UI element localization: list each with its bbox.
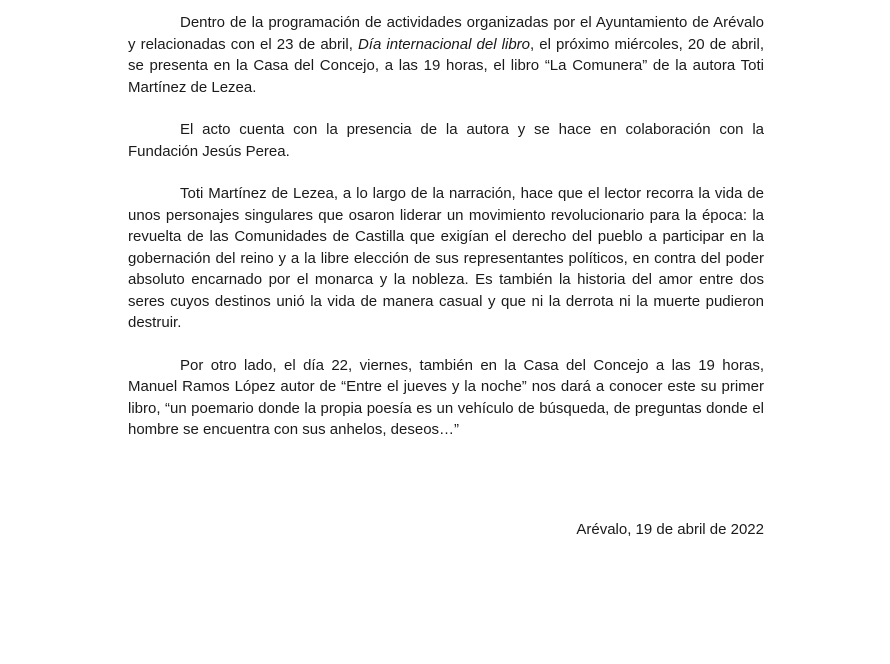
paragraph-second-event: Por otro lado, el día 22, viernes, también en la Casa del Concejo a las 19 horas, Manuel Ramos López autor de “Entre el jueves y la noche” nos dará a conocer este su primer libro, “un poemario donde la propia poesía es un vehículo de búsqueda, de preguntas donde el hombre se encuentra con sus anhelos, deseos…” — [128, 356, 764, 438]
paragraph-event-announcement — [128, 12, 764, 98]
paragraph-book-description: Toti Martínez de Lezea, a lo largo de la narración, hace que el lector recorra la vida de unos personajes singulares que osaron liderar un movimiento revolucionario para la época: la revuelta de las Comunidades de Castilla que exigían el derecho del pueblo a participar en la gobernación del reino y a la libre elección de sus representantes políticos, en contra del poder absoluto encarnado por el monarca y la nobleza. Es también la historia del amor entre dos seres cuyos destinos unió la vida de manera casual y que ni la derrota ni la muerte pudieron destruir. — [128, 185, 764, 331]
signature-date: Arévalo, 19 de abril de 2022 — [576, 521, 764, 538]
paragraph-1-text-start: Dentro de la programación de actividades organizadas por el Ayuntamiento de Arévalo y relacionadas con el 23 de abril, — [128, 14, 764, 53]
paragraph-1-italic-title: Día internacional del libro — [357, 35, 530, 53]
document-body — [128, 12, 764, 441]
paragraph-collaboration: El acto cuenta con la presencia de la autora y se hace en colaboración con la Fundación Jesús Perea. — [128, 121, 764, 160]
paragraph-1-text-end: , el próximo miércoles, 20 de abril, se presenta en la Casa del Concejo, a las 19 horas, el libro “La Comunera” de la autora Toti Martínez de Lezea. — [128, 35, 764, 96]
